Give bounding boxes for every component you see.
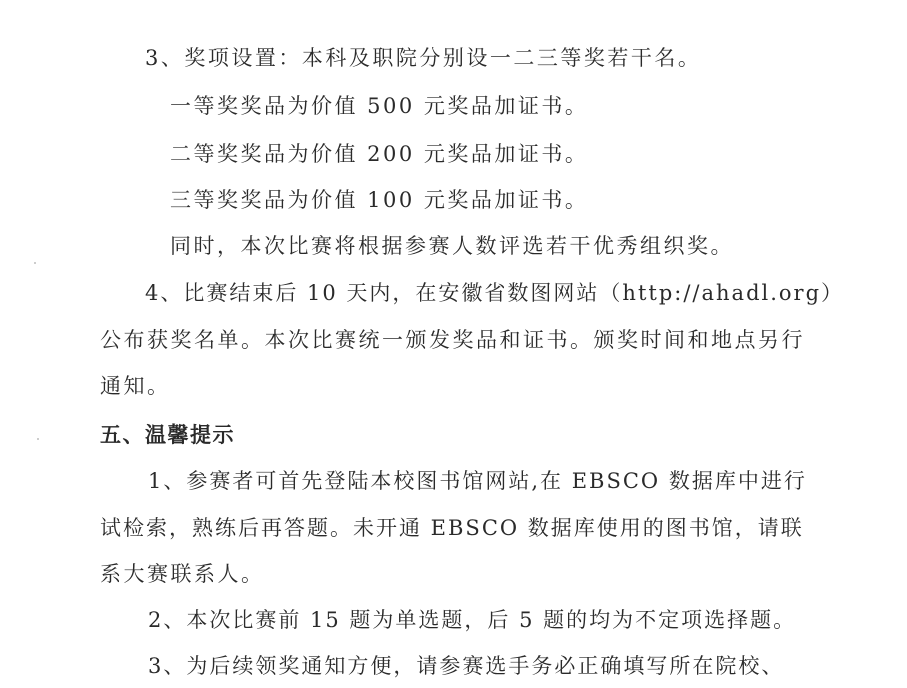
results-announcement-line1: 4、比赛结束后 10 天内，在安徽省数图网站（http://ahadl.org） — [145, 281, 845, 305]
tips-heading: 五、温馨提示 — [100, 422, 235, 447]
first-prize-line: 一等奖奖品为价值 500 元奖品加证书。 — [170, 94, 589, 118]
tip3-line1: 3、为后续领奖通知方便，请参赛选手务必正确填写所在院校、 — [148, 654, 785, 678]
scan-speck — [37, 438, 39, 440]
tip1-line1: 1、参赛者可首先登陆本校图书馆网站,在 EBSCO 数据库中进行 — [148, 469, 807, 493]
scan-speck — [34, 262, 36, 264]
results-announcement-line2: 公布获奖名单。本次比赛统一颁发奖品和证书。颁奖时间和地点另行 — [100, 328, 805, 352]
third-prize-line: 三等奖奖品为价值 100 元奖品加证书。 — [170, 188, 589, 212]
tip2-line: 2、本次比赛前 15 题为单选题，后 5 题的均为不定项选择题。 — [148, 608, 797, 632]
tip1-line3: 系大赛联系人。 — [100, 562, 265, 586]
tip1-line2: 试检索，熟练后再答题。未开通 EBSCO 数据库使用的图书馆，请联 — [100, 516, 804, 540]
award-settings-item: 3、奖项设置：本科及职院分别设一二三等奖若干名。 — [145, 46, 702, 70]
organization-award-line: 同时，本次比赛将根据参赛人数评选若干优秀组织奖。 — [170, 234, 734, 258]
results-announcement-line3: 通知。 — [100, 374, 171, 398]
second-prize-line: 二等奖奖品为价值 200 元奖品加证书。 — [170, 142, 589, 166]
